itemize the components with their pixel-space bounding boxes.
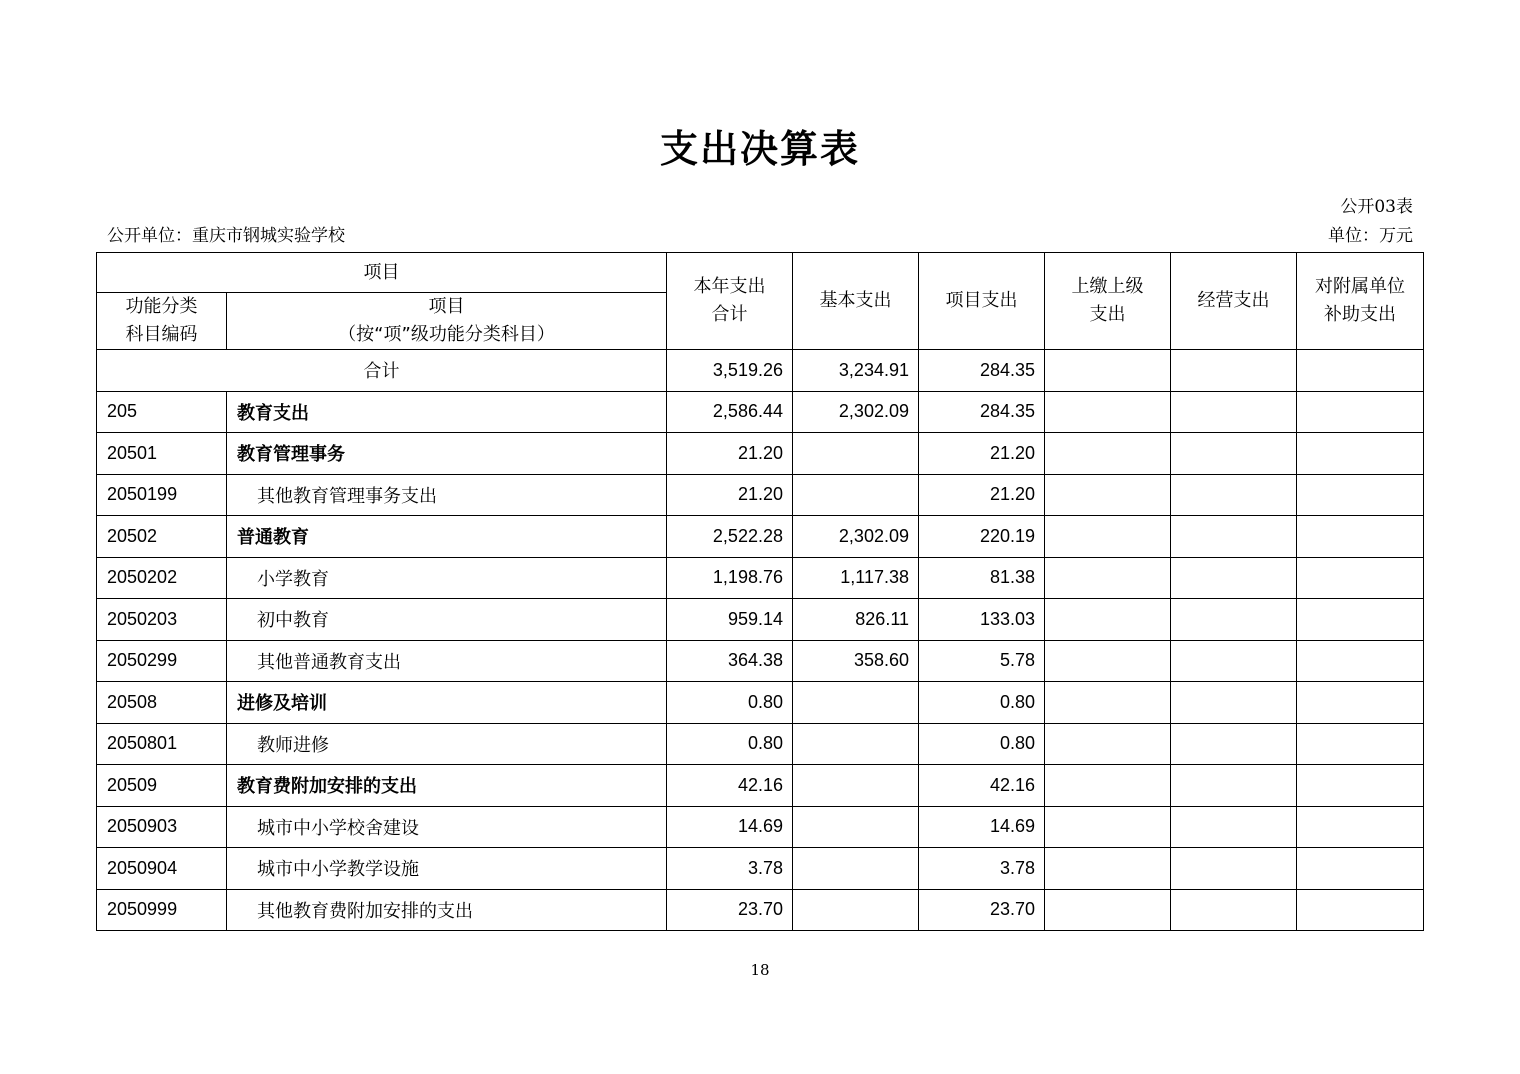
row-basic <box>793 723 919 765</box>
form-number: 公开03表 <box>1340 197 1413 217</box>
row-upper <box>1045 516 1171 558</box>
header-subsidy: 对附属单位 补助支出 <box>1297 253 1424 350</box>
row-business <box>1171 557 1297 599</box>
row-subsidy <box>1297 723 1424 765</box>
total-business <box>1171 350 1297 392</box>
row-code: 2050904 <box>97 848 227 890</box>
row-total: 3.78 <box>667 848 793 890</box>
row-code: 20508 <box>97 682 227 724</box>
row-business <box>1171 433 1297 475</box>
row-basic <box>793 806 919 848</box>
row-project: 0.80 <box>919 682 1045 724</box>
row-subsidy <box>1297 806 1424 848</box>
header-project: 项目支出 <box>919 253 1045 350</box>
row-project: 21.20 <box>919 433 1045 475</box>
header-code: 功能分类 科目编码 <box>97 293 227 350</box>
header-project-group: 项目 <box>97 253 667 293</box>
table-row <box>97 433 1424 475</box>
row-name: 其他教育费附加安排的支出 <box>227 889 667 931</box>
row-code: 2050903 <box>97 806 227 848</box>
row-project: 23.70 <box>919 889 1045 931</box>
row-project: 3.78 <box>919 848 1045 890</box>
expenditure-table <box>96 252 1424 931</box>
header-total: 本年支出 合计 <box>667 253 793 350</box>
page-title: 支出决算表 <box>659 127 860 171</box>
row-code: 2050199 <box>97 474 227 516</box>
row-total: 364.38 <box>667 640 793 682</box>
row-basic <box>793 433 919 475</box>
row-subsidy <box>1297 889 1424 931</box>
row-basic <box>793 765 919 807</box>
row-name: 其他普通教育支出 <box>227 640 667 682</box>
row-business <box>1171 889 1297 931</box>
row-subsidy <box>1297 765 1424 807</box>
table-row <box>97 640 1424 682</box>
row-subsidy <box>1297 848 1424 890</box>
row-basic: 2,302.09 <box>793 516 919 558</box>
row-subsidy <box>1297 682 1424 724</box>
row-name: 初中教育 <box>227 599 667 641</box>
row-total: 14.69 <box>667 806 793 848</box>
table-row <box>97 889 1424 931</box>
total-upper <box>1045 350 1171 392</box>
row-upper <box>1045 433 1171 475</box>
row-business <box>1171 806 1297 848</box>
row-business <box>1171 474 1297 516</box>
row-upper <box>1045 557 1171 599</box>
row-project: 42.16 <box>919 765 1045 807</box>
row-subsidy <box>1297 640 1424 682</box>
row-upper <box>1045 640 1171 682</box>
row-code: 20502 <box>97 516 227 558</box>
total-subsidy <box>1297 350 1424 392</box>
row-business <box>1171 848 1297 890</box>
row-project: 284.35 <box>919 391 1045 433</box>
row-code: 20509 <box>97 765 227 807</box>
table-row <box>97 391 1424 433</box>
table-row <box>97 806 1424 848</box>
row-business <box>1171 599 1297 641</box>
row-subsidy <box>1297 516 1424 558</box>
row-name: 其他教育管理事务支出 <box>227 474 667 516</box>
row-basic <box>793 682 919 724</box>
row-name: 城市中小学校舍建设 <box>227 806 667 848</box>
header-item: 项目 （按“项”级功能分类科目） <box>227 293 667 350</box>
row-code: 2050299 <box>97 640 227 682</box>
row-code: 2050801 <box>97 723 227 765</box>
row-upper <box>1045 889 1171 931</box>
reporting-unit: 公开单位：重庆市钢城实验学校 <box>107 226 345 246</box>
row-project: 133.03 <box>919 599 1045 641</box>
row-subsidy <box>1297 474 1424 516</box>
row-subsidy <box>1297 433 1424 475</box>
row-code: 20501 <box>97 433 227 475</box>
total-label: 合计 <box>97 350 667 392</box>
row-name: 教师进修 <box>227 723 667 765</box>
row-project: 14.69 <box>919 806 1045 848</box>
row-code: 2050202 <box>97 557 227 599</box>
page-number: 18 <box>750 961 770 979</box>
row-upper <box>1045 765 1171 807</box>
row-business <box>1171 682 1297 724</box>
row-project: 81.38 <box>919 557 1045 599</box>
table-row <box>97 557 1424 599</box>
row-basic: 1,117.38 <box>793 557 919 599</box>
currency-unit: 单位：万元 <box>1328 226 1413 246</box>
row-subsidy <box>1297 557 1424 599</box>
table-row <box>97 765 1424 807</box>
row-subsidy <box>1297 599 1424 641</box>
row-code: 205 <box>97 391 227 433</box>
total-row <box>97 350 1424 392</box>
total-project: 284.35 <box>919 350 1045 392</box>
table-row <box>97 848 1424 890</box>
row-basic <box>793 474 919 516</box>
row-business <box>1171 765 1297 807</box>
row-project: 220.19 <box>919 516 1045 558</box>
row-code: 2050203 <box>97 599 227 641</box>
row-basic <box>793 889 919 931</box>
row-basic <box>793 848 919 890</box>
row-name: 教育费附加安排的支出 <box>227 765 667 807</box>
row-upper <box>1045 723 1171 765</box>
row-upper <box>1045 806 1171 848</box>
row-total: 0.80 <box>667 723 793 765</box>
table-row <box>97 682 1424 724</box>
row-total: 0.80 <box>667 682 793 724</box>
table-row <box>97 599 1424 641</box>
table-row <box>97 474 1424 516</box>
header-upper: 上缴上级 支出 <box>1045 253 1171 350</box>
row-business <box>1171 723 1297 765</box>
row-total: 2,586.44 <box>667 391 793 433</box>
row-upper <box>1045 848 1171 890</box>
row-code: 2050999 <box>97 889 227 931</box>
row-total: 2,522.28 <box>667 516 793 558</box>
row-name: 进修及培训 <box>227 682 667 724</box>
row-project: 5.78 <box>919 640 1045 682</box>
row-subsidy <box>1297 391 1424 433</box>
row-business <box>1171 640 1297 682</box>
row-project: 21.20 <box>919 474 1045 516</box>
row-total: 1,198.76 <box>667 557 793 599</box>
row-name: 教育管理事务 <box>227 433 667 475</box>
row-total: 959.14 <box>667 599 793 641</box>
row-upper <box>1045 391 1171 433</box>
row-name: 教育支出 <box>227 391 667 433</box>
table-row <box>97 516 1424 558</box>
row-name: 普通教育 <box>227 516 667 558</box>
row-basic: 2,302.09 <box>793 391 919 433</box>
row-total: 42.16 <box>667 765 793 807</box>
row-name: 城市中小学教学设施 <box>227 848 667 890</box>
header-business: 经营支出 <box>1171 253 1297 350</box>
row-project: 0.80 <box>919 723 1045 765</box>
row-business <box>1171 391 1297 433</box>
row-business <box>1171 516 1297 558</box>
row-total: 23.70 <box>667 889 793 931</box>
table-row <box>97 723 1424 765</box>
total-basic: 3,234.91 <box>793 350 919 392</box>
header-basic: 基本支出 <box>793 253 919 350</box>
row-basic: 358.60 <box>793 640 919 682</box>
row-total: 21.20 <box>667 433 793 475</box>
row-total: 21.20 <box>667 474 793 516</box>
row-upper <box>1045 474 1171 516</box>
total-total: 3,519.26 <box>667 350 793 392</box>
row-basic: 826.11 <box>793 599 919 641</box>
row-upper <box>1045 682 1171 724</box>
row-upper <box>1045 599 1171 641</box>
row-name: 小学教育 <box>227 557 667 599</box>
